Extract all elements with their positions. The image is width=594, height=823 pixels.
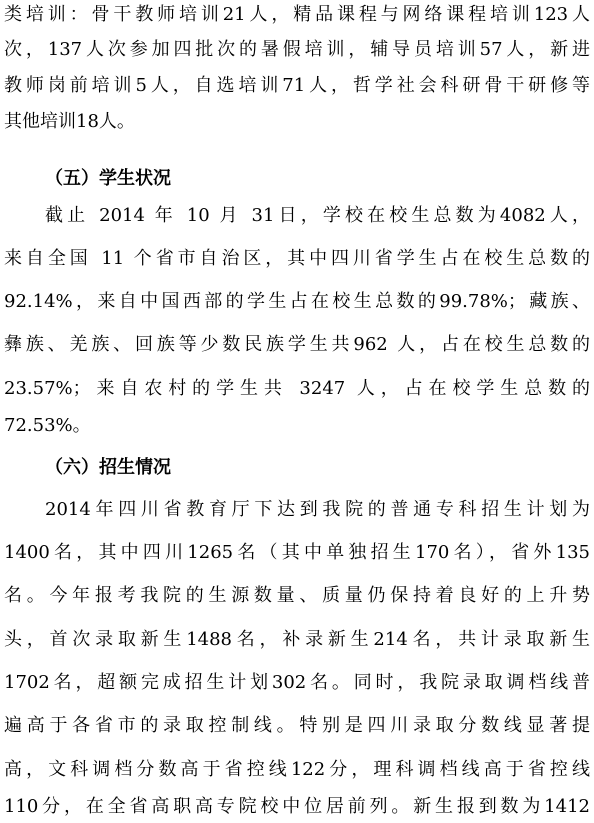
text-line: 名。今年报考我院的生源数量、质量仍保持着良好的上升势 [4,585,590,606]
text-line: 1400名，其中四川1265名（其中单独招生170名），省外135 [4,542,590,563]
text-line: 来自全国 11 个省市自治区，其中四川省学生占在校生总数的 [4,248,590,269]
text-line: 2014年四川省教育厅下达到我院的普通专科招生计划为 [45,499,590,520]
section-heading-students: （五）学生状况 [45,168,171,189]
text-line: 72.53%。 [4,415,91,436]
text-line: 遍高于各省市的录取控制线。特别是四川录取分数线显著提 [4,715,590,736]
text-line: 高，文科调档分数高于省控线122分，理科调档线高于省控线 [4,759,590,780]
text-line: 类培训：骨干教师培训21人，精品课程与网络课程培训123人 [4,4,590,25]
text-line: 92.14%，来自中国西部的学生占在校生总数的99.78%；藏族、 [4,291,590,312]
text-line: 其他培训18人。 [4,111,135,132]
section-heading-enrollment: （六）招生情况 [45,457,171,478]
text-line: 彝族、羌族、回族等少数民族学生共962 人，占在校生总数的 [4,334,590,355]
text-line: 次，137人次参加四批次的暑假培训，辅导员培训57人，新进 [4,39,590,60]
text-line: 23.57%；来自农村的学生共 3247 人，占在校学生总数的 [4,378,590,399]
text-line: 1702名，超额完成招生计划302名。同时，我院录取调档线普 [4,672,590,693]
text-line: 头，首次录取新生1488名，补录新生214名，共计录取新生 [4,629,590,650]
text-line: 110分，在全省高职高专院校中位居前列。新生报到数为1412 [4,796,590,817]
text-line: 教师岗前培训5人，自选培训71人，哲学社会科研骨干研修等 [4,75,590,96]
text-line: 截止 2014 年 10 月 31日，学校在校生总数为4082人， [45,205,590,226]
